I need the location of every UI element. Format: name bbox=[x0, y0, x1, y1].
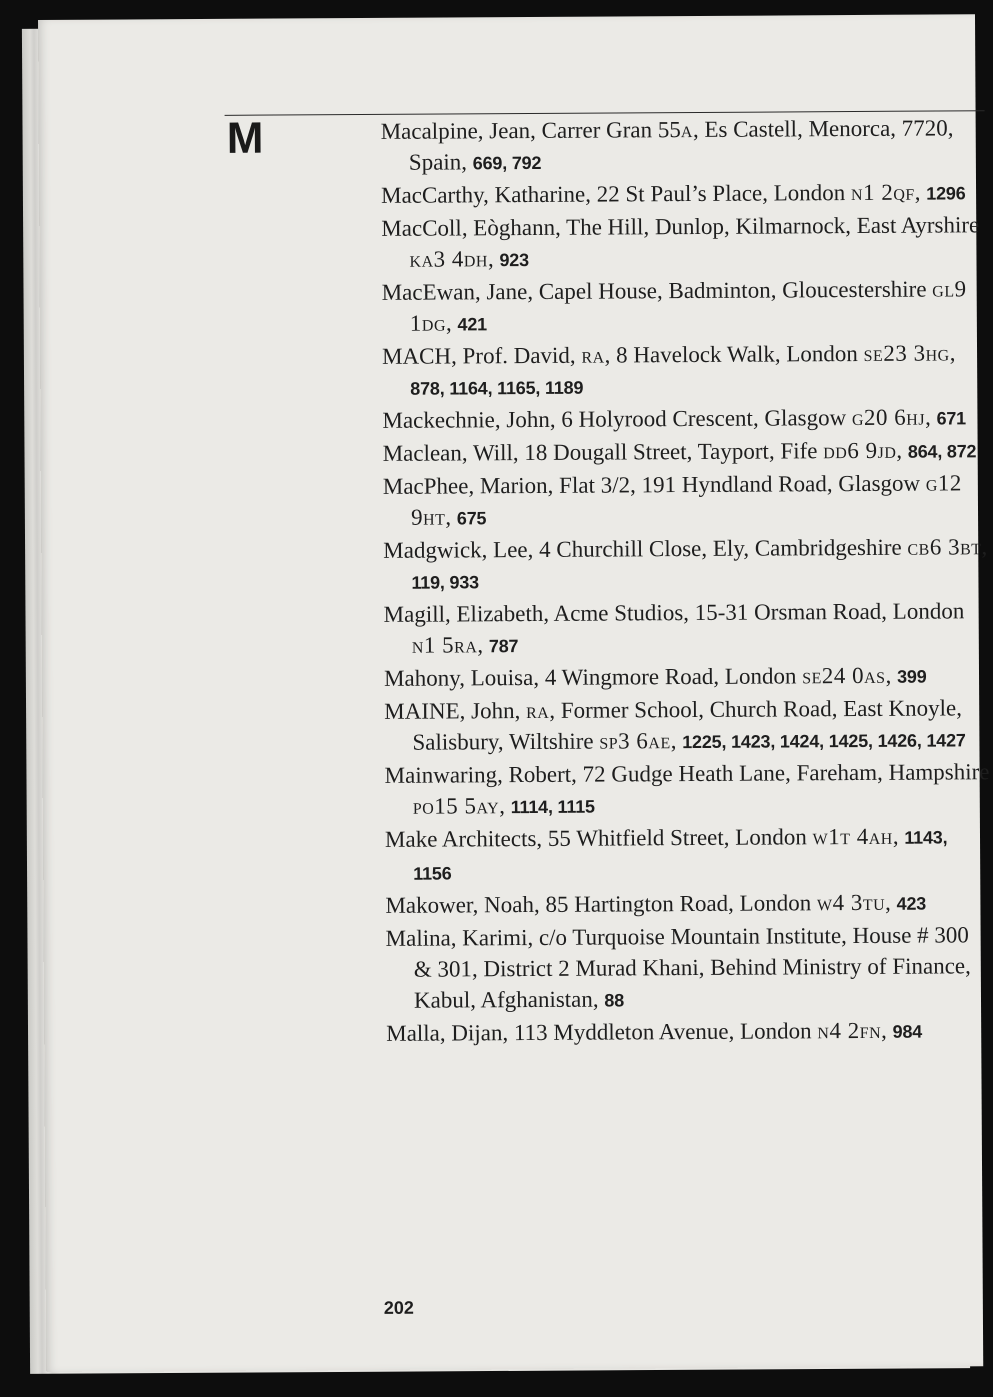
entry-text: , bbox=[445, 310, 458, 336]
page-references: 984 bbox=[892, 1021, 923, 1042]
entry-text: Madgwick, Lee, 4 Churchill Close, Ely, Cambridgeshire bbox=[383, 534, 908, 563]
entry-text: , bbox=[885, 889, 897, 915]
postcode: gl9 1dg bbox=[409, 276, 967, 336]
entry-text: , 8 Havelock Walk, London bbox=[604, 340, 864, 368]
directory-entry bbox=[384, 595, 989, 663]
page-references: 671 bbox=[936, 408, 967, 429]
page-references: 399 bbox=[896, 666, 927, 687]
postcode: ka3 4dh bbox=[409, 246, 489, 272]
directory-list bbox=[381, 112, 992, 1051]
directory-entry bbox=[384, 692, 989, 760]
page-references: 923 bbox=[499, 250, 529, 271]
postcode: w1t 4ah bbox=[812, 823, 893, 850]
directory-entry bbox=[382, 401, 987, 438]
postcode: cb6 3bt bbox=[907, 534, 982, 560]
directory-entry bbox=[383, 531, 988, 599]
postcode: sp3 6ae bbox=[599, 728, 671, 754]
entry-text: , bbox=[487, 246, 500, 272]
book-page bbox=[38, 14, 990, 1372]
postcode: n1 2qf bbox=[850, 179, 915, 206]
directory-entry bbox=[385, 886, 990, 923]
page-number: 202 bbox=[383, 1297, 414, 1318]
entry-text: , bbox=[949, 340, 956, 366]
entry-text: Makower, Noah, 85 Hartington Road, London bbox=[385, 890, 818, 918]
entry-text: , bbox=[892, 823, 905, 849]
directory-entry bbox=[381, 176, 986, 213]
postcode: n4 2fn bbox=[817, 1017, 882, 1044]
page-references: 1225, 1423, 1424, 1425, 1426, 1427 bbox=[682, 730, 966, 753]
entry-text: Maclean, Will, 18 Dougall Street, Tayport, Fife bbox=[382, 438, 824, 466]
postcode: n1 5ra bbox=[411, 632, 478, 658]
directory-entry bbox=[385, 756, 990, 824]
directory-entry bbox=[383, 434, 988, 471]
directory-entry bbox=[386, 919, 992, 1018]
entry-text: , Former School, Church Road, East Knoyle, Salisbury, Wiltshire bbox=[412, 695, 963, 755]
directory-entry bbox=[385, 820, 990, 890]
postcode: g20 6hj bbox=[851, 404, 926, 431]
entry-text: , bbox=[445, 504, 457, 530]
directory-entry bbox=[386, 1014, 991, 1051]
entry-text: MAINE, John, bbox=[384, 698, 527, 724]
entry-text: Macalpine, Jean, Carrer Gran 55 bbox=[380, 117, 681, 144]
entry-text: Mahony, Louisa, 4 Wingmore Road, London bbox=[383, 663, 803, 691]
page-references: 1114, 1115 bbox=[510, 796, 595, 818]
entry-text: , Es Castell, Menorca, 7720, Spain, bbox=[408, 115, 954, 175]
entry-text: , bbox=[670, 728, 683, 754]
entry-text: , bbox=[881, 1017, 893, 1043]
entry-text: Mackechnie, John, 6 Holyrood Crescent, Glasgow bbox=[382, 405, 853, 433]
directory-entry bbox=[383, 467, 988, 535]
entry-text: MacColl, Eòghann, The Hill, Dunlop, Kilmarnock, East Ayrshire bbox=[381, 212, 980, 241]
postcode: g12 9ht bbox=[410, 470, 962, 530]
entry-text: Malla, Dijan, 113 Myddleton Avenue, London bbox=[386, 1018, 818, 1046]
section-letter: M bbox=[226, 113, 264, 163]
entry-text: MacEwan, Jane, Capel House, Badminton, Gloucestershire bbox=[381, 276, 933, 305]
entry-text: , bbox=[981, 534, 988, 560]
page-references: 423 bbox=[896, 893, 927, 914]
page-references: 864, 872 bbox=[907, 441, 977, 462]
page-references: 119, 933 bbox=[411, 572, 479, 593]
postcode: se24 0as bbox=[802, 662, 886, 689]
page-references: 675 bbox=[456, 508, 487, 529]
directory-entry bbox=[384, 659, 989, 696]
page-references: 1296 bbox=[926, 183, 966, 204]
entry-text: MACH, Prof. David, bbox=[381, 342, 582, 369]
directory-entry bbox=[382, 273, 987, 341]
page-references: 1143, 1156 bbox=[413, 827, 948, 884]
entry-text: , bbox=[885, 662, 898, 688]
page-references: 88 bbox=[604, 990, 625, 1011]
entry-text: , bbox=[914, 179, 927, 205]
entry-text: , bbox=[499, 793, 511, 819]
entry-text: Make Architects, 55 Whitfield Street, London bbox=[384, 824, 813, 852]
postcode: se23 3hg bbox=[863, 340, 950, 366]
entry-text: MacPhee, Marion, Flat 3/2, 191 Hyndland Road, Glasgow bbox=[382, 470, 926, 499]
entry-text: MacCarthy, Katharine, 22 St Paul’s Place, London bbox=[381, 180, 852, 208]
postcode: dd6 9jd bbox=[823, 437, 897, 464]
directory-entry bbox=[382, 337, 987, 405]
postcode: a bbox=[680, 117, 693, 143]
page-references: 421 bbox=[457, 314, 487, 335]
postcode: ra bbox=[581, 342, 605, 368]
page-references: 878, 1164, 1165, 1189 bbox=[410, 377, 584, 399]
postcode: ra bbox=[525, 697, 550, 724]
entry-text: , bbox=[924, 404, 937, 430]
page-references: 669, 792 bbox=[472, 152, 542, 174]
postcode: po15 5ay bbox=[412, 793, 500, 819]
entry-text: Mainwaring, Robert, 72 Gudge Heath Lane, Fareham, Hampshire bbox=[384, 759, 990, 788]
directory-entry bbox=[381, 209, 986, 277]
entry-text: , bbox=[477, 632, 489, 658]
directory-entry bbox=[381, 112, 986, 180]
entry-text: Magill, Elizabeth, Acme Studios, 15-31 Orsman Road, London bbox=[383, 598, 965, 627]
postcode: w4 3tu bbox=[816, 889, 886, 916]
entry-text: , bbox=[896, 437, 908, 463]
page-references: 787 bbox=[488, 636, 519, 657]
entry-text: Malina, Karimi, c/o Turquoise Mountain Institute, House # 300 & 301, District 2 Murad Khani, Behind Ministry of Finance, Kabul, Afghanistan, bbox=[385, 922, 971, 1013]
